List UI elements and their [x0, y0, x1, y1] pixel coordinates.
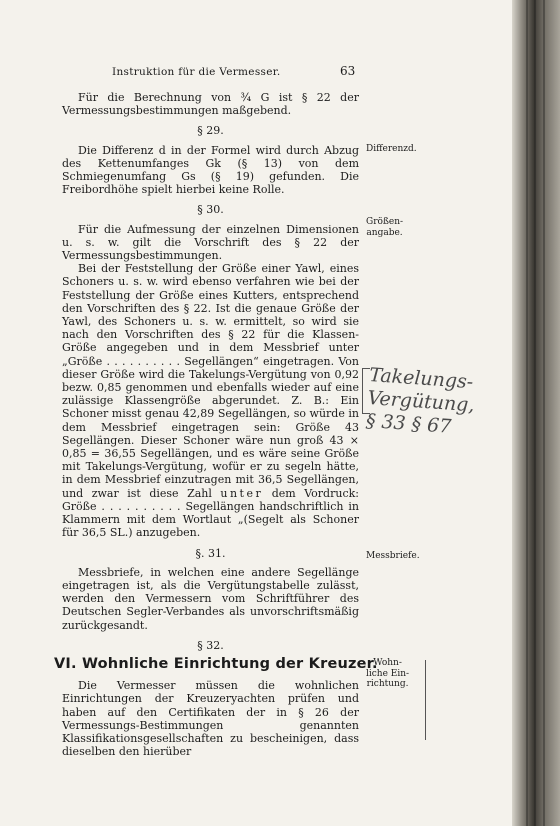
running-header: Instruktion für die Vermesser.: [112, 66, 281, 78]
handwritten-annotation: [365, 364, 499, 442]
page-number: 63: [340, 64, 356, 78]
margin-note-line: Wohn-: [373, 658, 402, 668]
margin-note-differenz: Differenzd.: [366, 144, 417, 154]
section-heading: § 30.: [197, 203, 224, 217]
section-heading: § 29.: [197, 124, 224, 138]
margin-note-line: liche Ein-: [366, 668, 410, 679]
handwritten-line: § 33 § 67: [365, 409, 453, 438]
margin-note-groessenangabe: [366, 217, 403, 238]
paragraph: Für die Berechnung von ¾ G ist § 22 der Vermessungsbestimmungen maßgebend.: [62, 91, 359, 118]
paragraph: Die Differenz d in der Formel wird durch Abzug des Kettenumfanges Gk (§ 13) von dem Schmiegenumfang Gs (§ 19) gefunden. Die Freibordhöhe spielt hierbei keine Rolle.: [62, 143, 359, 197]
paragraph: [62, 262, 359, 539]
chapter-heading: VI. Wohnliche Einrichtung der Kreuzer.: [54, 655, 378, 672]
paragraph-text: Bei der Feststellung der Größe einer Yawl, eines Schoners u. s. w. wird ebenso verfahren wie bei der Feststellung der Größe eines Kutters, entsprechend den Vorschriften des § 22. Ist die genaue Größe der Yawl, des Schoners u. s. w. ermittelt, so wird sie nach den Vorschriften des § 22 für die Klassen-Größe angegeben und in dem Messbrief unter „Größe . . . . . . . . . . Segellängen“ eingetragen. Von dieser Größe wird die Takelungs-Vergütung von 0,92 bezw. 0,85 genommen und ebenfalls wieder auf eine zulässige Klassengröße abgerundet. Z. B.: Ein Schoner misst genau 42,89 Segellängen, so würde in dem Messbrief eingetragen sein: Größe 43 Segellängen. Dieser Schoner wäre nun groß 43 × 0,85 = 36,55 Segellängen, und es wäre seine Größe mit Takelungs-Vergütung, wofür er zu segeln hätte, in dem Messbrief einzutragen mit 36,5 Segellängen, und zwar ist diese Zahl: [62, 262, 359, 500]
spaced-word: unter: [220, 486, 264, 500]
margin-note-line: Größen-: [366, 217, 404, 227]
handwritten-line: Vergütung,: [366, 386, 476, 417]
paragraph-text: dem Vordruck: Größe . . . . . . . . . . Segellängen handschriftlich in Klammern mit dem Wortlaut „(Segelt als Schoner für 36,5 SL.) anzugeben.: [62, 486, 359, 540]
margin-note-messbriefe: Messbriefe.: [366, 551, 420, 561]
margin-pencil-line: [425, 660, 426, 740]
page-body: [54, 91, 378, 759]
book-binding-edge: [512, 0, 560, 826]
paragraph: Für die Aufmessung der einzelnen Dimensionen u. s. w. gilt die Vorschrift des § 22 der Vermessungsbestimmungen.: [62, 222, 359, 263]
margin-note-wohnliche-einrichtung: [366, 658, 409, 690]
margin-note-line: angabe.: [366, 227, 403, 238]
section-heading: §. 31.: [195, 546, 226, 560]
section-heading: § 32.: [197, 638, 224, 652]
paragraph: Messbriefe, in welchen eine andere Segellänge eingetragen ist, als die Vergütungstabelle zulässt, werden den Vermessern vom Schriftführer des Deutschen Segler-Verbandes als unvorschriftsmäßig zurückgesandt.: [62, 565, 359, 632]
handwritten-line: Takelungs-: [368, 364, 474, 394]
margin-note-line: richtung.: [366, 679, 409, 689]
paragraph: Die Vermesser müssen die wohnlichen Einrichtungen der Kreuzeryachten prüfen und haben auf den Certifikaten der in § 26 der Vermessungs-Bestimmungen genannten Klassifikationsgesellschaften zu bescheinigen, dass dieselben den hierüber: [62, 679, 359, 759]
